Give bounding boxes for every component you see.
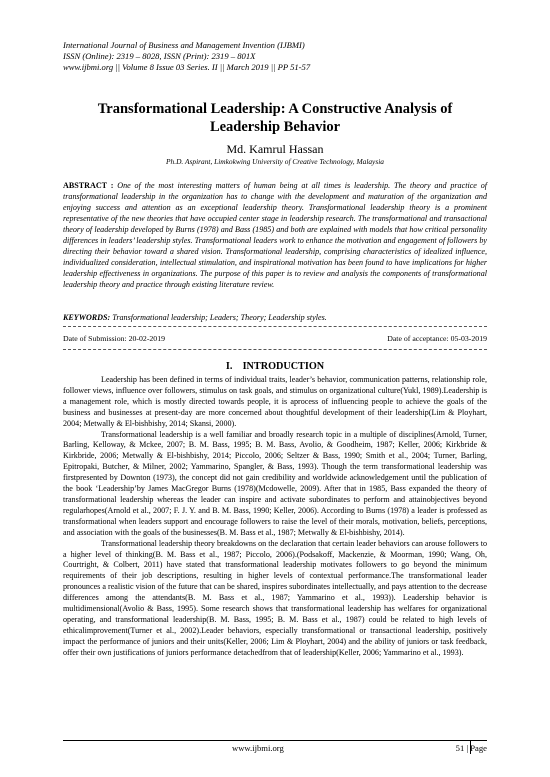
body-paragraph: Transformational leadership theory breakdowns on the declaration that certain leader behaviors can arouse followers to a higher level of thinking(B. M. Bass et al., 1987; Piccolo, 2006).(Podsakoff, Mackenzie, & Moorman, 1990; Wang, Oh, Courtright, & Colbert, 2011) have stated that transformational leadership motivates followers to go beyond the minimum requirements of their job descriptions, resulting in higher levels of contextual performance.The transformational leader pronounces a realistic vision of the future that can be shared, inspires subordinates intellectually, and pays attention to the decrease differences among the attendants(B. M. Bass et al., 1987; Yammarino et al., 1993)). Leadership behavior is multidimensional(Avolio & Bass, 1995). Some research shows that transformational leadership has welfares for organizational operating, and transformational leadership(B. M. Bass, 1995; B. M. Bass et al., 1987) could be related to high levels of ethicalimprovement(Turner et al., 2002).Leader behaviors, especially transformational or transactional leadership, positively impact the performance of juniors and their units(Keller, 2006; Lim & Ployhart, 2004) and the ability of juniors or task feedback, offer their own justifications of juniors performance detachedfrom that of leadership(Keller, 2006; Yammarino et al., 1993). bbox=[63, 538, 487, 657]
submission-date: Date of Submission: 20-02-2019 bbox=[63, 334, 166, 343]
body-paragraph: Leadership has been defined in terms of individual traits, leader’s behavior, communication patterns, relationship role, follower views, influence over followers, stimulus on task goals, and stimulus on organizational culture(Yukl, 1989).Leadership is a management role, which is mostly directed towards people, it is aprocess of influencing people to achieve the goals of the business and businesses at present-day are more concerned about thoughtful development of their leadership(Lim & Ployhart, 2004; Metwally & El-bishbishy, 2014; Skansi, 2000). bbox=[63, 375, 487, 428]
keywords-text: Transformational leadership; Leaders; Theory; Leadership styles. bbox=[112, 313, 327, 322]
footer-url: www.ijbmi.org bbox=[232, 743, 284, 753]
acceptance-date: Date of acceptance: 05-03-2019 bbox=[387, 334, 487, 343]
abstract bbox=[63, 180, 487, 290]
page-number: 51 | Page bbox=[455, 743, 487, 753]
body-paragraph: Transformational leadership is a well familiar and broadly research topic in a multiple of disciplines(Arnold, Turner, Barling, Kelloway, & Mckee, 2007; B. M. Bass, 1995; B. M. Bass, Avolio, & Goodheim, 1987; Keller, 2006; Kirkbride & Kirkbride, 2006; Metwally & El-bishbishy, 2014; Piccolo, 2006; Seltzer & Bass, 1990; Smith et al., 2004; Turner, Barling, Epitropaki, Butcher, & Milner, 2002; Yammarino, Spangler, & Bass, 1993). Though the term transformational leadership was firstpresented by Downton (1973), the concept did not gain credibility and worldwide acknowledgement until the publication of the book ‘Leadership’by James MacGregor Burns (1978)(Mcdowelle, 2009). After that in 1985, Bass expanded the theory of transformational leadership whereas the leader can inspire and activate subordinates to perform and attainobjectives beyond regularhopes(Arnold et al., 2007; F. J. Y. and B. M. Bass, 1990; Keller, 2006). According to Burns (1978) a leader is professed as transformational when leaders support and encourage followers to raise the level of their morals, motivation, beliefs, perceptions, and association with the goals of the businesses(B. M. Bass et al., 1987; Metwally & El-bishbishy, 2014). bbox=[63, 429, 487, 537]
footer-rule bbox=[63, 740, 487, 741]
author-affiliation: Ph.D. Aspirant, Limkokwing University of Creative Technology, Malaysia bbox=[166, 157, 384, 166]
abstract-text: One of the most interesting matters of human being at all times is leadership. The theory and practice of transformational leadership in the organization has to change with the development and maturation of the organization and enjoying success and attention as an exceptional leadership theory. Transformational leadership theory is a prominent representative of the new theories that have occupied center stage in leadership research. The transformational and transactional theory of leadership developed by Burns (1978) and Bass (1985) and both are explained with models that how critical personality differences in leaders’ leadership styles. Transformational leaders work to enhance the motivation and engagement of followers by directing their behavior toward a shared vision. Transformational leadership, comprising characteristics of idealized influence, individualized consideration, intellectual stimulation, and inspirational motivation has been found to have implications for higher leadership effectiveness in organizations. The purpose of this paper is to review and analysis the components of transformational leadership theory and practice through existing literature review. bbox=[63, 181, 487, 289]
divider-top bbox=[63, 326, 487, 327]
author-name: Md. Kamrul Hassan bbox=[226, 142, 324, 156]
paper-title: Transformational Leadership: A Constructive Analysis of Leadership Behavior bbox=[97, 101, 453, 135]
section-heading: I. INTRODUCTION bbox=[225, 361, 325, 372]
volume-line: www.ijbmi.org || Volume 8 Issue 03 Series. II || March 2019 || PP 51-57 bbox=[63, 62, 311, 72]
divider-bottom bbox=[63, 349, 487, 350]
keywords bbox=[63, 312, 487, 323]
issn-line: ISSN (Online): 2319 – 8028, ISSN (Print): 2319 – 801X bbox=[63, 51, 256, 61]
journal-name: International Journal of Business and Management Invention (IJBMI) bbox=[63, 40, 305, 50]
body-text bbox=[63, 375, 487, 659]
abstract-label: ABSTRACT : bbox=[63, 181, 114, 190]
keywords-label: KEYWORDS: bbox=[63, 313, 111, 322]
